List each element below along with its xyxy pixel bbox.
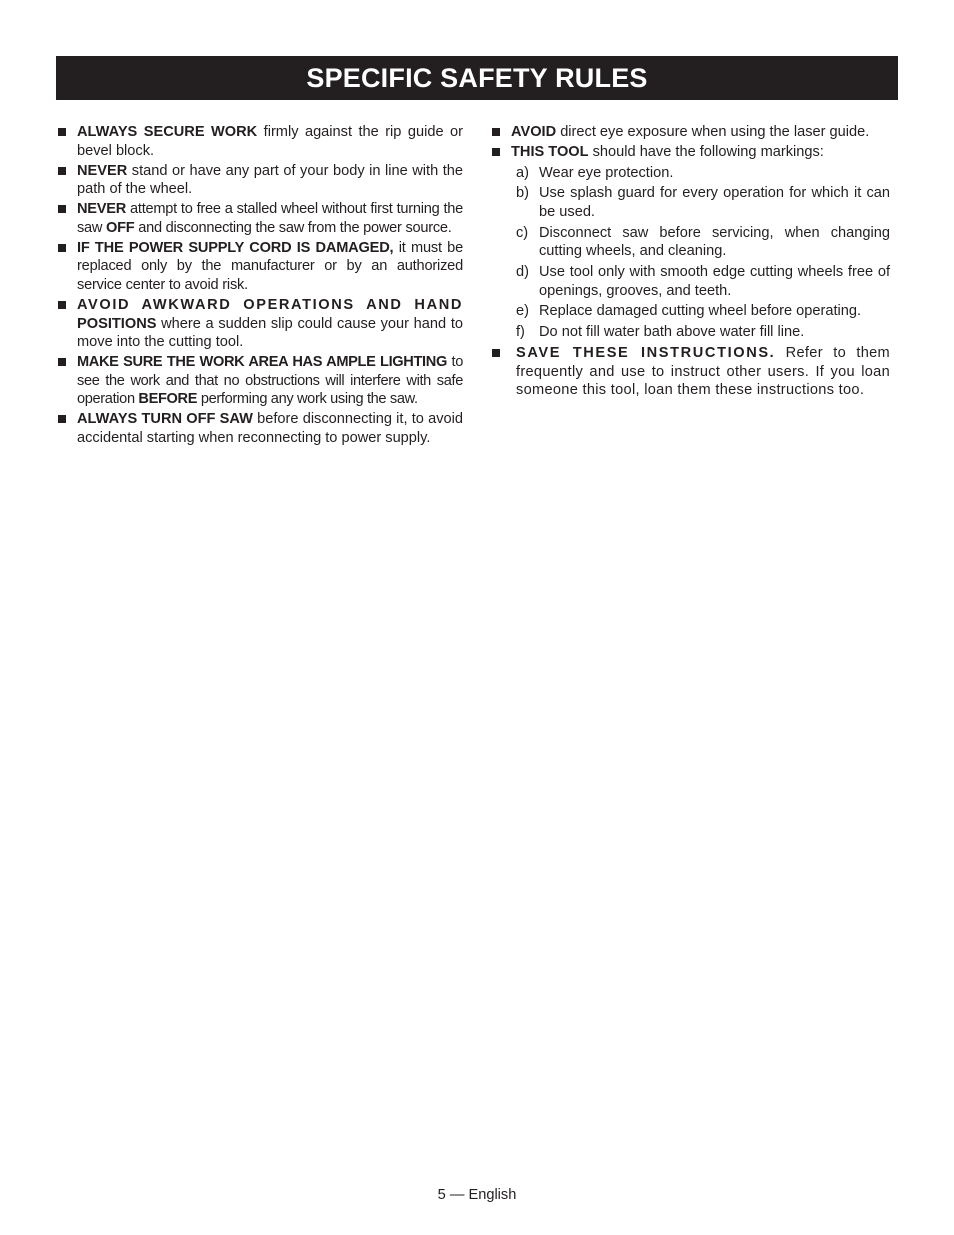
marking-item <box>516 224 898 261</box>
marking-item <box>516 302 898 321</box>
square-bullet-icon <box>58 358 66 366</box>
marking-text: Use splash guard for every operation for which it can be used. <box>539 185 890 220</box>
rule-keyword: SAVE THESE INSTRUCTIONS. <box>516 345 776 362</box>
list-item <box>56 296 463 352</box>
rule-keyword: NEVER <box>77 162 128 179</box>
right-rules-list <box>490 123 898 162</box>
square-bullet-icon <box>492 148 500 156</box>
square-bullet-icon <box>492 128 500 136</box>
rule-keyword: ALWAYS TURN OFF SAW <box>77 411 253 428</box>
list-item <box>490 143 898 162</box>
rule-keyword: AVOID <box>511 124 557 140</box>
rule-text: should have the following markings: <box>588 143 824 160</box>
list-item <box>490 123 898 142</box>
rule-text: to see the work and that no obstructions will interfere with safe operation <box>77 354 463 408</box>
square-bullet-icon <box>58 128 66 136</box>
marking-letter: f) <box>516 324 525 341</box>
marking-letter: a) <box>516 164 529 181</box>
list-item <box>56 410 463 447</box>
square-bullet-icon <box>58 205 66 213</box>
rule-text: and disconnecting the saw from the power source. <box>134 219 452 236</box>
rule-text: performing any work using the saw. <box>197 391 418 408</box>
list-item <box>56 239 463 295</box>
marking-letter: c) <box>516 224 529 241</box>
rule-keyword: IF THE POWER SUPPLY CORD IS DAMAGED, <box>77 239 394 256</box>
left-column <box>56 123 463 449</box>
rule-keyword: THIS TOOL <box>511 143 589 160</box>
list-item <box>56 162 463 199</box>
rule-text: it must be replaced only by the manufacturer or by an authorized service center to avoid risk. <box>77 239 463 293</box>
right-column <box>490 123 898 401</box>
rule-keyword: OFF <box>106 219 135 236</box>
list-item <box>56 353 463 409</box>
page-footer: 5 — English <box>437 1187 517 1203</box>
list-item <box>56 200 463 237</box>
list-item <box>490 344 898 400</box>
rule-text: stand or have any part of your body in line with the path of the wheel. <box>77 162 463 198</box>
left-rules-list <box>56 123 463 447</box>
square-bullet-icon <box>58 167 66 175</box>
square-bullet-icon <box>58 415 66 423</box>
rule-keyword: AVOID AWKWARD OPERATIONS AND HAND <box>77 296 463 313</box>
square-bullet-icon <box>58 244 66 252</box>
section-title-bar <box>56 56 898 100</box>
marking-text: Wear eye protection. <box>539 164 674 181</box>
page-title: SPECIFIC SAFETY RULES <box>306 62 648 93</box>
marking-text: Replace damaged cutting wheel before operating. <box>539 303 862 320</box>
right-rules-list-save <box>490 344 898 400</box>
markings-list <box>490 164 898 342</box>
marking-letter: e) <box>516 303 529 320</box>
rule-keyword: POSITIONS <box>77 315 157 332</box>
list-item <box>56 123 463 160</box>
marking-item <box>516 323 898 342</box>
rule-text: before disconnecting it, to avoid accidental starting when reconnecting to power supply. <box>77 411 463 446</box>
marking-item <box>516 184 898 221</box>
rule-keyword: BEFORE <box>138 391 198 408</box>
marking-text: Use tool only with smooth edge cutting wheels free of openings, grooves, and teeth. <box>539 264 890 299</box>
square-bullet-icon <box>492 349 500 357</box>
rule-text: where a sudden slip could cause your hand to move into the cutting tool. <box>77 315 463 351</box>
rule-keyword: ALWAYS SECURE WORK <box>77 124 258 140</box>
rule-keyword: NEVER <box>77 201 127 218</box>
marking-item <box>516 164 898 183</box>
rule-text: direct eye exposure when using the laser guide. <box>556 124 870 140</box>
rule-text: attempt to free a stalled wheel without first turning the saw <box>77 201 463 236</box>
marking-letter: d) <box>516 264 529 281</box>
rule-text: Refer to them frequently and use to instruct other users. If you loan someone this tool, loan them these instructions too. <box>516 345 890 399</box>
marking-item <box>516 263 898 300</box>
marking-text: Do not fill water bath above water fill line. <box>539 324 805 341</box>
rule-text: firmly against the rip guide or bevel block. <box>77 124 463 159</box>
marking-text: Disconnect saw before servicing, when changing cutting wheels, and cleaning. <box>539 224 890 260</box>
marking-letter: b) <box>516 185 529 202</box>
square-bullet-icon <box>58 301 66 309</box>
rule-keyword: MAKE SURE THE WORK AREA HAS AMPLE LIGHTING <box>77 354 447 371</box>
